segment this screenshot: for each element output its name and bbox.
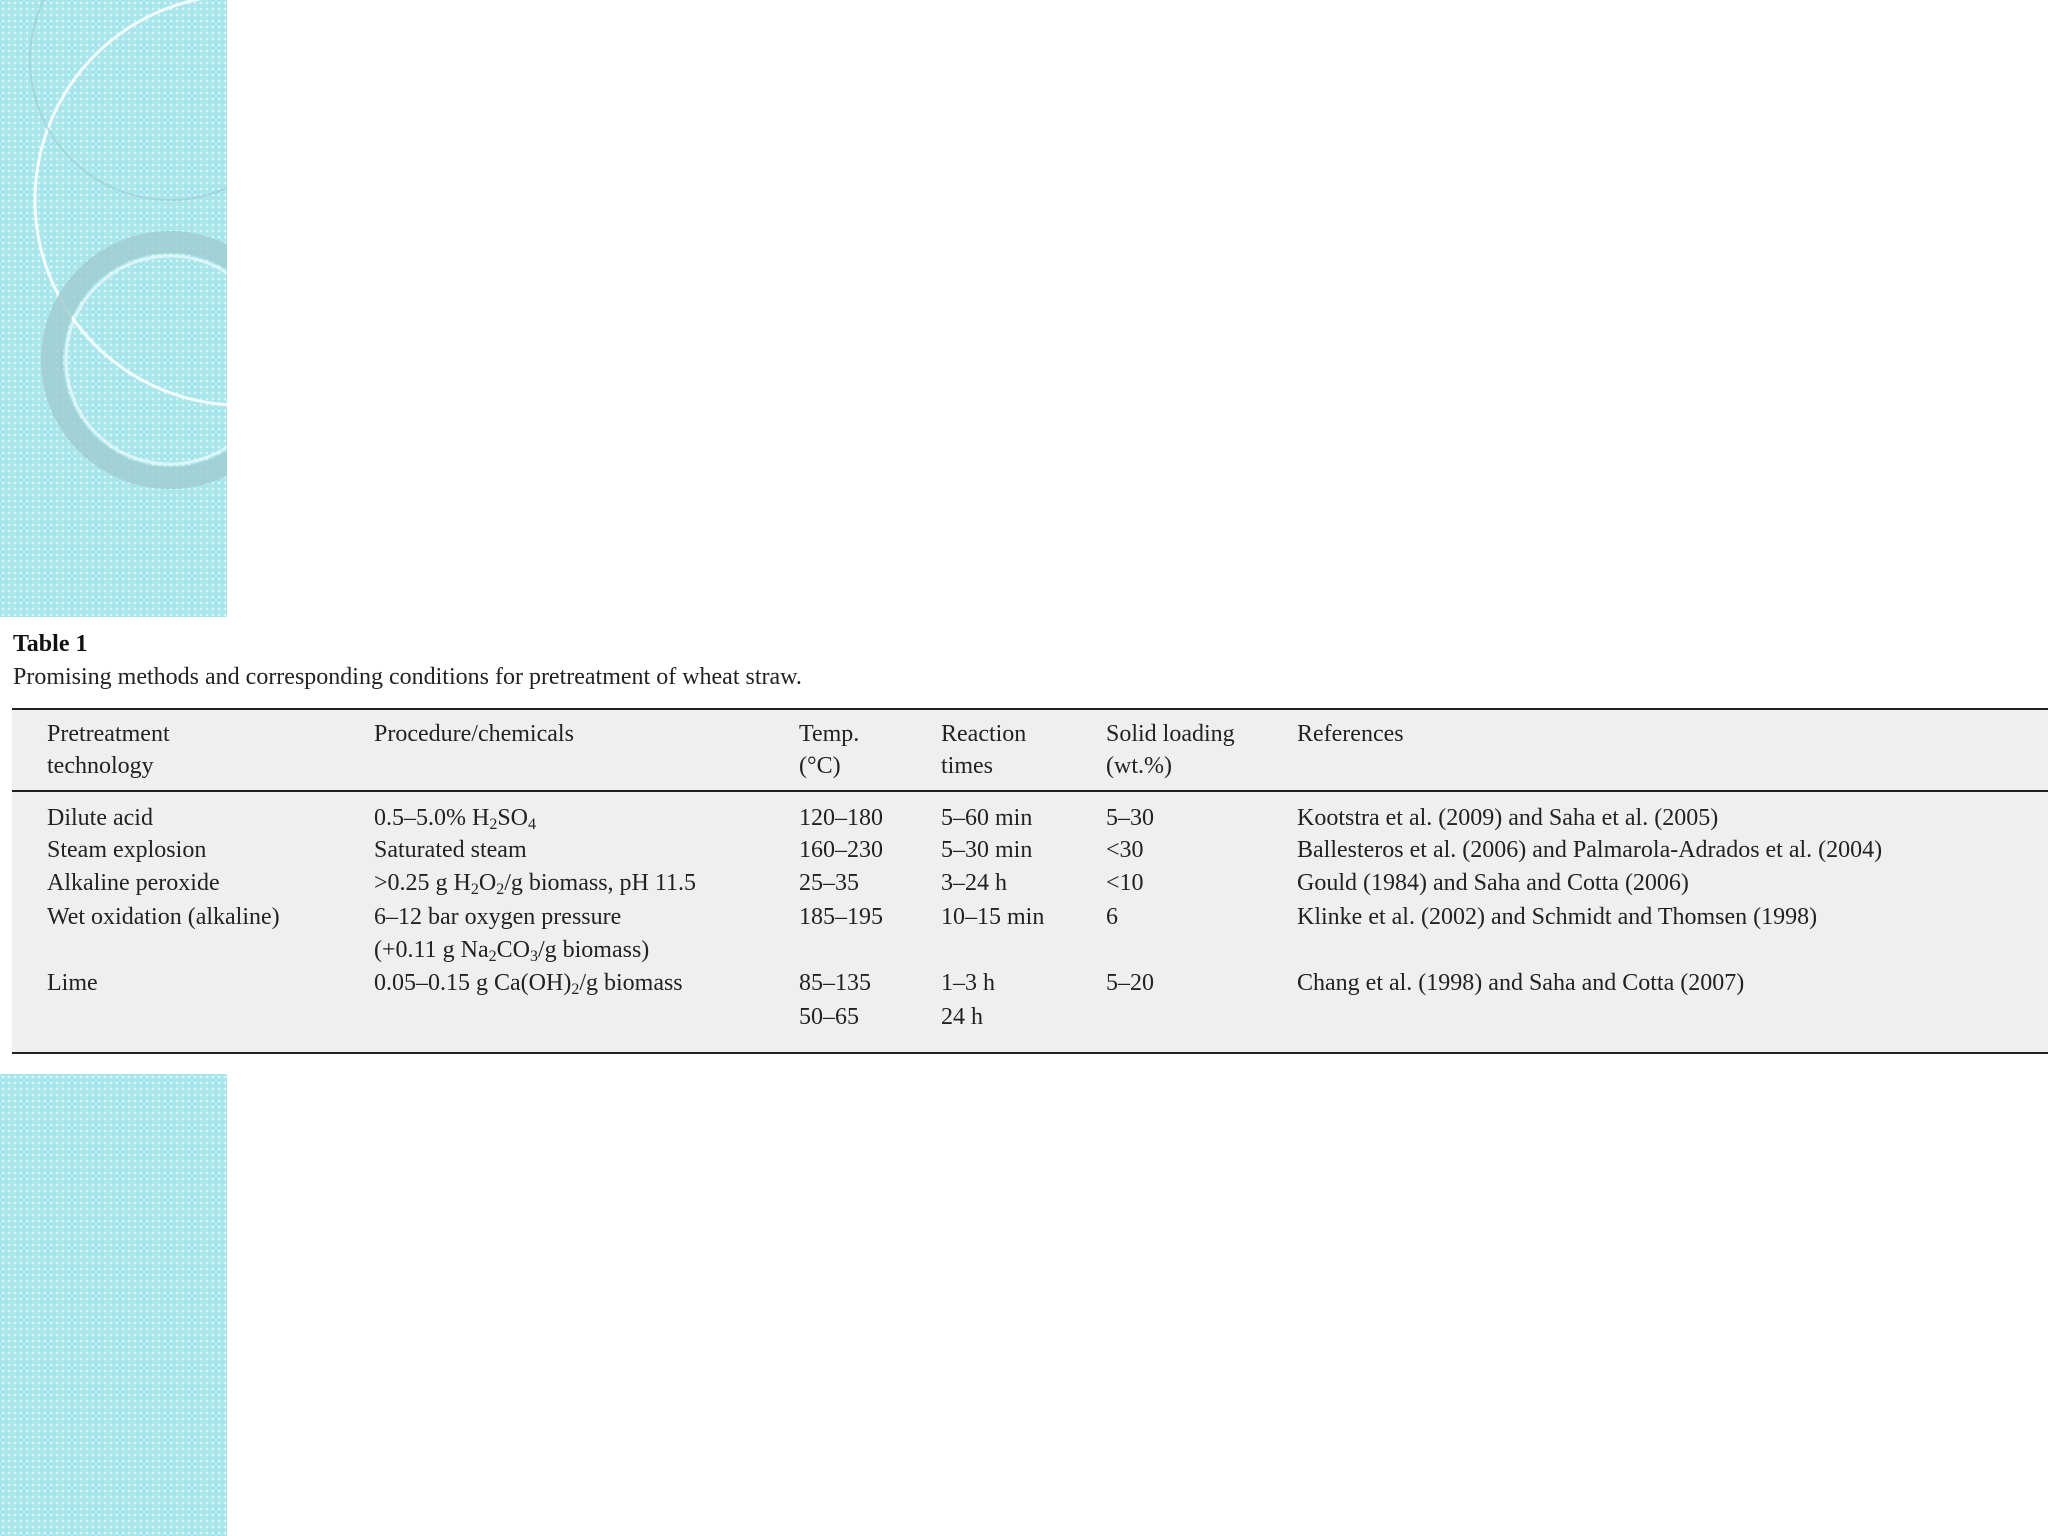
header-solid-loading <box>1106 718 1235 782</box>
row3-procedure <box>374 867 696 900</box>
row4-procedure-sub: 3 <box>529 948 538 965</box>
row3-time: 3–24 h <box>941 870 1007 896</box>
row2-reference: Ballesteros et al. (2006) and Palmarola-Adrados et al. (2004) <box>1297 837 1883 863</box>
row4-procedure-line2 <box>374 934 649 967</box>
header-temp <box>799 718 859 782</box>
row4-time: 10–15 min <box>941 904 1045 930</box>
row4-procedure-sub: 2 <box>488 948 497 965</box>
row3-solid: <10 <box>1106 870 1144 896</box>
row3-procedure-sub: 2 <box>470 881 479 898</box>
row4-procedure: 6–12 bar oxygen pressure <box>374 904 622 930</box>
header-temp-line1: Temp. <box>799 721 860 747</box>
table-body <box>12 708 2048 1054</box>
row5-temp-line2: 50–65 <box>799 1004 859 1030</box>
row5-procedure-part: 0.05–0.15 g Ca(OH) <box>374 970 572 996</box>
header-divider <box>12 790 2048 792</box>
row3-reference: Gould (1984) and Saha and Cotta (2006) <box>1297 870 1689 896</box>
header-reaction-line2: times <box>941 753 993 779</box>
row4-procedure-part: /g biomass) <box>537 937 650 963</box>
row3-procedure-sub: 2 <box>496 881 505 898</box>
row1-procedure <box>374 802 536 835</box>
row3-procedure-part: >0.25 g H <box>374 870 471 896</box>
row3-procedure-part: O <box>478 870 497 896</box>
row4-reference: Klinke et al. (2002) and Schmidt and Thomsen (1998) <box>1297 904 1818 930</box>
row1-technology: Dilute acid <box>47 805 153 831</box>
header-technology-line1: Pretreatment <box>47 721 170 747</box>
row3-procedure-part: /g biomass, pH 11.5 <box>504 870 696 896</box>
header-solid-line1: Solid loading <box>1106 721 1235 747</box>
row5-technology: Lime <box>47 970 98 996</box>
row1-procedure-sub: 2 <box>489 816 498 833</box>
row5-time-line2: 24 h <box>941 1004 983 1030</box>
row4-procedure-part: CO <box>496 937 530 963</box>
row5-procedure-sub: 2 <box>571 981 580 998</box>
row1-procedure-sub: 4 <box>528 816 537 833</box>
decorative-sidebar-bottom <box>0 1074 227 1536</box>
header-temp-line2: (°C) <box>799 753 841 779</box>
row5-solid: 5–20 <box>1106 970 1154 996</box>
row4-temp: 185–195 <box>799 904 883 930</box>
row2-time: 5–30 min <box>941 837 1033 863</box>
row4-technology: Wet oxidation (alkaline) <box>47 904 280 930</box>
row4-solid: 6 <box>1106 904 1118 930</box>
header-solid-line2: (wt.%) <box>1106 753 1172 779</box>
row1-temp: 120–180 <box>799 805 883 831</box>
row3-temp: 25–35 <box>799 870 859 896</box>
row2-procedure: Saturated steam <box>374 837 527 863</box>
header-references: References <box>1297 721 1404 747</box>
row5-procedure <box>374 967 683 1000</box>
row2-temp: 160–230 <box>799 837 883 863</box>
decorative-sidebar-top <box>0 0 227 617</box>
row5-procedure-part: /g biomass <box>579 970 683 996</box>
row2-solid: <30 <box>1106 837 1144 863</box>
row2-technology: Steam explosion <box>47 837 207 863</box>
row5-reference: Chang et al. (1998) and Saha and Cotta (2007) <box>1297 970 1745 996</box>
header-technology-line2: technology <box>47 753 154 779</box>
table-label: Table 1 <box>13 631 88 657</box>
row1-procedure-part: SO <box>497 805 529 831</box>
row1-solid: 5–30 <box>1106 805 1154 831</box>
header-technology <box>47 718 170 782</box>
row4-procedure-part: (+0.11 g Na <box>374 937 489 963</box>
row1-procedure-part: 0.5–5.0% H <box>374 805 490 831</box>
row1-reference: Kootstra et al. (2009) and Saha et al. (2005) <box>1297 805 1719 831</box>
row1-time: 5–60 min <box>941 805 1033 831</box>
row3-technology: Alkaline peroxide <box>47 870 220 896</box>
header-procedure: Procedure/chemicals <box>374 721 574 747</box>
header-reaction-line1: Reaction <box>941 721 1027 747</box>
row5-temp: 85–135 <box>799 970 871 996</box>
row5-time: 1–3 h <box>941 970 995 996</box>
decorative-circles-icon <box>0 0 227 617</box>
table-caption: Promising methods and corresponding conditions for pretreatment of wheat straw. <box>13 664 802 690</box>
header-reaction-times <box>941 718 1026 782</box>
